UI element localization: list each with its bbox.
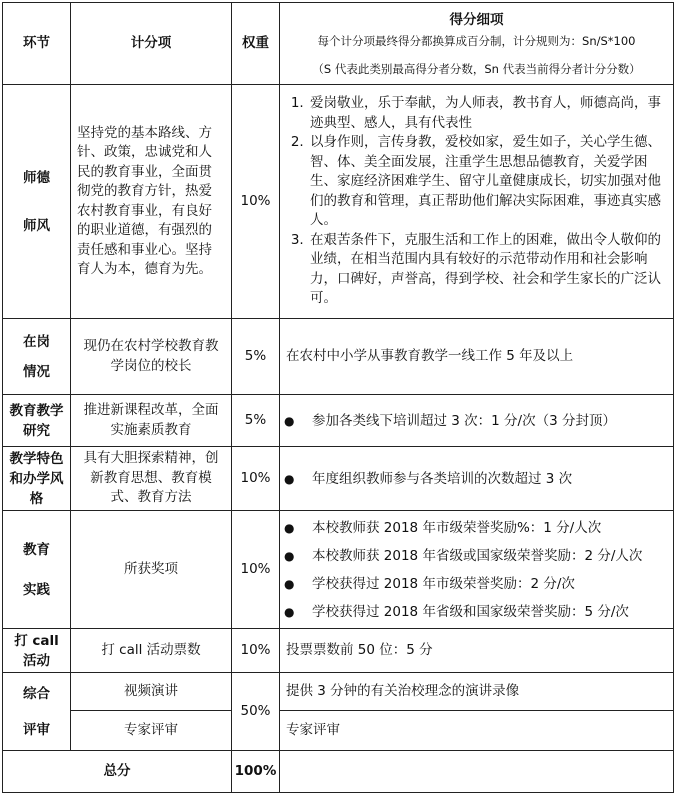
item-video: 视频演讲 (71, 673, 232, 711)
practice-detail-3: ● 学校获得过 2018 年市级荣誉奖励：2 分/次 (280, 570, 667, 598)
detail-style (280, 447, 674, 511)
practice-detail-list (280, 514, 673, 626)
ethics-detail-3: 3. 在艰苦条件下，克服生活和工作上的困难，做出令人敬仰的业绩，在相当范围内具有较好的示范带动作用和社会影响力，口碑好，声誉高，得到学校、社会和学生家长的广泛认可。 (308, 231, 667, 309)
style-detail-list (280, 465, 673, 493)
ethics-detail-list (280, 94, 673, 309)
research-detail-list (280, 407, 673, 435)
practice-detail-1: ● 本校教师获 2018 年市级荣誉奖励%：1 分/人次 (280, 514, 667, 542)
detail-note: （S 代表此类别最高得分者分数，Sn 代表当前得分者计分分数） (312, 61, 641, 76)
segment-comprehensive-line1: 综合 (23, 685, 50, 702)
ethics-detail-2: 2. 以身作则，言传身教，爱校如家，爱生如子，关心学生德、智、体、美全面发展，注重学生思想品德教育，关爱学困生、家庭经济困难学生、留守儿童健康成长，切实加强对他们的教育和管理，真正帮助他们解决实际困难，事迹真实感人。 (308, 133, 667, 231)
detail-practice (280, 511, 674, 629)
ethics-detail-1: 1. 爱岗敬业，乐于奉献，为人师表，教书育人，师德高尚，事迹典型、感人，具有代表性 (308, 94, 667, 133)
detail-call: 投票票数前 50 位：5 分 (280, 629, 674, 673)
segment-call (3, 629, 71, 673)
segment-call-line2: 活动 (23, 652, 50, 669)
weight-comprehensive: 50% (232, 673, 280, 751)
segment-research: 教育教学研究 (3, 395, 71, 447)
segment-comprehensive-line2: 评审 (23, 721, 50, 738)
practice-detail-4: ● 学校获得过 2018 年省级和国家级荣誉奖励：5 分/次 (280, 598, 667, 626)
segment-practice (3, 511, 71, 629)
weight-call: 10% (232, 629, 280, 673)
detail-title: 得分细项 (449, 11, 504, 28)
total-label: 总分 (3, 751, 232, 793)
scoring-table (2, 2, 674, 793)
item-practice: 所获奖项 (71, 511, 232, 629)
item-call: 打 call 活动票数 (71, 629, 232, 673)
row-post (3, 319, 674, 395)
segment-post-line1: 在岗 (23, 333, 50, 350)
row-research (3, 395, 674, 447)
segment-style: 教学特色和办学风格 (3, 447, 71, 511)
detail-post: 在农村中小学从事教育教学一线工作 5 年及以上 (280, 319, 674, 395)
row-ethics (3, 85, 674, 319)
weight-ethics: 10% (232, 85, 280, 319)
detail-ethics (280, 85, 674, 319)
header-weight: 权重 (232, 3, 280, 85)
item-ethics: 坚持党的基本路线、方针、政策，忠诚党和人民的教育事业，全面贯彻党的教育方针，热爱农村教育事业，有良好的职业道德，有强烈的责任感和事业心。坚持育人为本，德育为先。 (71, 85, 232, 319)
practice-detail-2: ● 本校教师获 2018 年省级或国家级荣誉奖励：2 分/人次 (280, 542, 667, 570)
header-item: 计分项 (71, 3, 232, 85)
weight-post: 5% (232, 319, 280, 395)
segment-comprehensive (3, 673, 71, 751)
segment-practice-line2: 实践 (23, 581, 50, 598)
row-comprehensive-video (3, 673, 674, 711)
total-detail-empty (280, 751, 674, 793)
item-style: 具有大胆探索精神，创新教育思想、教育模式、教育方法 (71, 447, 232, 511)
item-post: 现仍在农村学校教育教学岗位的校长 (71, 319, 232, 395)
detail-expert: 专家评审 (280, 711, 674, 751)
weight-style: 10% (232, 447, 280, 511)
header-row (3, 3, 674, 85)
research-detail-1: ● 参加各类线下培训超过 3 次：1 分/次（3 分封顶） (280, 407, 667, 435)
weight-practice: 10% (232, 511, 280, 629)
detail-research (280, 395, 674, 447)
row-style (3, 447, 674, 511)
detail-video: 提供 3 分钟的有关治校理念的演讲录像 (280, 673, 674, 711)
segment-ethics (3, 85, 71, 319)
segment-post (3, 319, 71, 395)
detail-rule: 每个计分项最终得分都换算成百分制，计分规则为：Sn/S*100 (317, 33, 636, 48)
header-detail (280, 3, 674, 85)
row-call (3, 629, 674, 673)
segment-post-line2: 情况 (23, 363, 50, 380)
style-detail-1: ● 年度组织教师参与各类培训的次数超过 3 次 (280, 465, 667, 493)
row-total (3, 751, 674, 793)
item-expert: 专家评审 (71, 711, 232, 751)
segment-practice-line1: 教育 (23, 541, 50, 558)
header-segment: 环节 (3, 3, 71, 85)
weight-research: 5% (232, 395, 280, 447)
item-research: 推进新课程改革，全面实施素质教育 (71, 395, 232, 447)
segment-ethics-line2: 师风 (23, 217, 50, 234)
segment-call-line1: 打 call (14, 632, 59, 649)
row-comprehensive-expert (3, 711, 674, 751)
segment-ethics-line1: 师德 (23, 169, 50, 186)
row-practice (3, 511, 674, 629)
total-weight: 100% (232, 751, 280, 793)
